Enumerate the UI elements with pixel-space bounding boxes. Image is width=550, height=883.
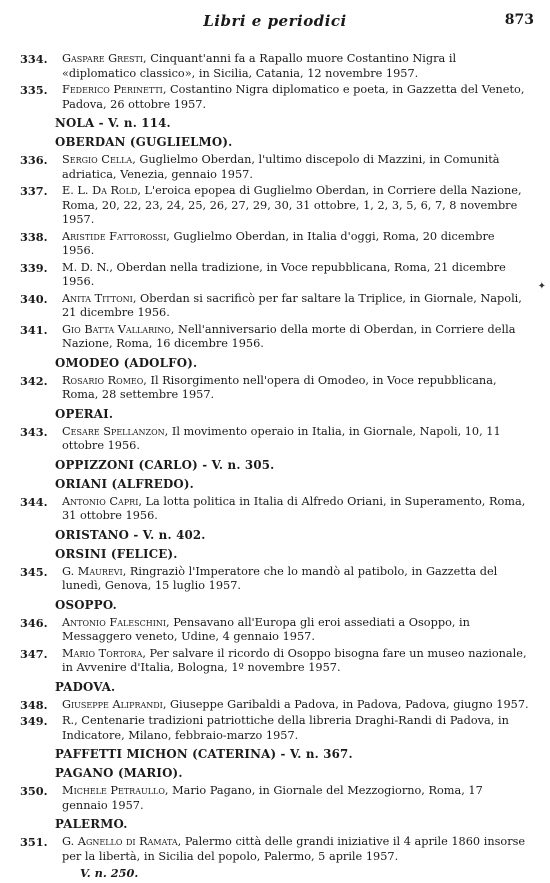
entry-author: Aristide Fattorossi, (62, 229, 170, 243)
entry-author: Cesare Spellanzon, (62, 424, 169, 438)
entry-number: 345. (20, 564, 48, 579)
entry-number: 351. (20, 835, 48, 849)
entry-author: Antonio Capri, (62, 494, 142, 508)
entry-text: L'eroica epopea di Guglielmo Oberdan, in Corriere della Nazione, Roma, 20, 22, 23, 24, 25, 26, 27, 29, 30, 31 ottobre, 1, 2, 3, 5, 6, 7, 8 novembre 1957. (62, 184, 522, 226)
entry-number: 334. (20, 52, 48, 66)
entry-text: Palermo città delle grandi iniziative il 4 aprile 1860 insorse per la libertà, in Sicilia del popolo, Palermo, 5 aprile 1957. (62, 835, 526, 863)
bibliography-entry (20, 784, 530, 813)
section-heading: OSOPPO. (55, 597, 117, 612)
section-heading: OMODEO (ADOLFO). (55, 355, 198, 370)
entry-text: Cinquant'anni fa a Rapallo muore Costantino Nigra il «diplomatico classico», in Sicilia, Catania, 12 novembre 1957. (62, 52, 457, 80)
bibliography-entry (20, 495, 530, 524)
entry-author: Gio Batta Vallarino, (62, 322, 175, 336)
entry-author: Anita Tittoni, (62, 291, 137, 305)
entry-text: Oberdan nella tradizione, in Voce repubblicana, Roma, 21 dicembre 1956. (62, 260, 506, 288)
section-heading: ORSINI (FELICE). (55, 546, 178, 561)
entry-author: E. L. Da Rold, (62, 184, 141, 197)
entry-text: Il movimento operaio in Italia, in Giornale, Napoli, 10, 11 ottobre 1956. (62, 424, 501, 452)
entry-number: 348. (20, 697, 48, 712)
entry-text: Guglielmo Oberdan, in Italia d'oggi, Roma, 20 dicembre 1956. (62, 229, 495, 257)
bibliography-entry (20, 52, 530, 81)
entry-author: G. Agnello di Ramata, (62, 835, 182, 848)
section-heading: ORISTANO - V. n. 402. (55, 527, 206, 542)
entry-number: 346. (20, 615, 48, 630)
entry-number: 350. (20, 784, 48, 798)
bibliography-entry (20, 374, 530, 403)
bibliography-entry (20, 230, 530, 259)
entry-author: Rosario Romeo, (62, 373, 147, 387)
entry-number: 338. (20, 229, 48, 244)
entry-text: Costantino Nigra diplomatico e poeta, in Gazzetta del Veneto, Padova, 26 ottobre 1957. (62, 83, 525, 111)
entry-number: 337. (20, 184, 48, 198)
entry-text: Oberdan si sacrificò per far saltare la Triplice, in Giornale, Napoli, 21 dicembre 1956. (62, 291, 522, 319)
entry-number: 344. (20, 494, 48, 509)
entry-author: Giuseppe Aliprandi, (62, 697, 167, 711)
entry-number: 340. (20, 291, 48, 306)
entry-author: Sergio Cella, (62, 153, 136, 166)
see-also-reference: NOLA - V. n. 114. (55, 116, 171, 130)
bibliography-entry (20, 714, 530, 743)
section-heading: OPERAI. (55, 406, 114, 421)
entry-number: 349. (20, 714, 48, 728)
bibliography-list (20, 52, 530, 883)
entry-text: Mario Pagano, in Giornale del Mezzogiorno, Roma, 17 gennaio 1957. (62, 784, 483, 812)
section-heading: PALERMO. (55, 817, 128, 831)
entry-author: M. D. N., (62, 260, 113, 274)
page-number: 873 (504, 12, 534, 28)
entry-number: 341. (20, 322, 48, 337)
see-also-reference: V. n. 250. (80, 866, 139, 880)
entry-author: Antonio Faleschini, (62, 615, 170, 629)
bibliography-entry (20, 184, 530, 228)
entry-text: Centenarie tradizioni patriottiche della libreria Draghi-Randi di Padova, in Indicatore, Milano, febbraio-marzo 1957. (62, 714, 509, 742)
section-heading: ORIANI (ALFREDO). (55, 476, 194, 491)
entry-text: Il Risorgimento nell'opera di Omodeo, in Voce repubblicana, Roma, 28 settembre 1957. (62, 373, 497, 401)
entry-author: Federico Perinetti, (62, 83, 167, 96)
margin-mark-icon: ✦ (537, 281, 546, 292)
entry-author: Mario Tortora, (62, 646, 146, 660)
entry-number: 335. (20, 83, 48, 97)
entry-number: 347. (20, 646, 48, 661)
entry-text: La lotta politica in Italia di Alfredo Oriani, in Superamento, Roma, 31 ottobre 1956. (62, 494, 526, 522)
section-heading: PAGANO (MARIO). (55, 766, 183, 780)
entry-number: 336. (20, 153, 48, 167)
sections-container (20, 116, 530, 881)
entry-number: 343. (20, 424, 48, 439)
section-heading: OPPIZZONI (CARLO) - V. n. 305. (55, 457, 275, 472)
bibliography-entry (20, 647, 530, 676)
entry-text: Pensavano all'Europa gli eroi assediati a Osoppo, in Messaggero veneto, Udine, 4 gennaio 1957. (62, 615, 470, 643)
entry-author: Michele Petraullo, (62, 784, 169, 797)
entry-number: 342. (20, 373, 48, 388)
bibliography-entry (20, 835, 530, 864)
bibliography-entry (20, 292, 530, 321)
section-heading: OBERDAN (GUGLIELMO). (55, 135, 233, 149)
bibliography-entry (20, 425, 530, 454)
entry-author: G. Maurevi, (62, 564, 127, 578)
bibliography-entry (20, 323, 530, 352)
bibliography-entry (20, 261, 530, 290)
entry-text: Per salvare il ricordo di Osoppo bisogna fare un museo nazionale, in Avvenire d'Italia, Bologna, 1º novembre 1957. (62, 646, 527, 674)
entry-text: Guglielmo Oberdan, l'ultimo discepolo di Mazzini, in Comunità adriatica, Venezia, gennaio 1957. (62, 153, 500, 181)
entry-author: R., (62, 714, 78, 727)
page-header (0, 12, 550, 32)
bibliography-entry (20, 153, 530, 182)
bibliography-entry (20, 698, 530, 713)
entry-number: 339. (20, 260, 48, 275)
entry-text: Nell'anniversario della morte di Oberdan, in Corriere della Nazione, Roma, 16 dicembre 1956. (62, 322, 516, 350)
entry-author: Gaspare Gresti, (62, 52, 147, 65)
section-heading: PADOVA. (55, 679, 116, 694)
bibliography-entry (20, 616, 530, 645)
running-title: Libri e periodici (203, 12, 347, 30)
bibliography-entry (20, 83, 530, 112)
bibliography-entry (20, 565, 530, 594)
section-heading: PAFFETTI MICHON (CATERINA) - V. n. 367. (55, 747, 353, 761)
entry-text: Ringraziò l'Imperatore che lo mandò al patibolo, in Gazzetta del lunedì, Genova, 15 luglio 1957. (62, 564, 498, 592)
entry-text: Giuseppe Garibaldi a Padova, in Padova, Padova, giugno 1957. (170, 697, 529, 711)
